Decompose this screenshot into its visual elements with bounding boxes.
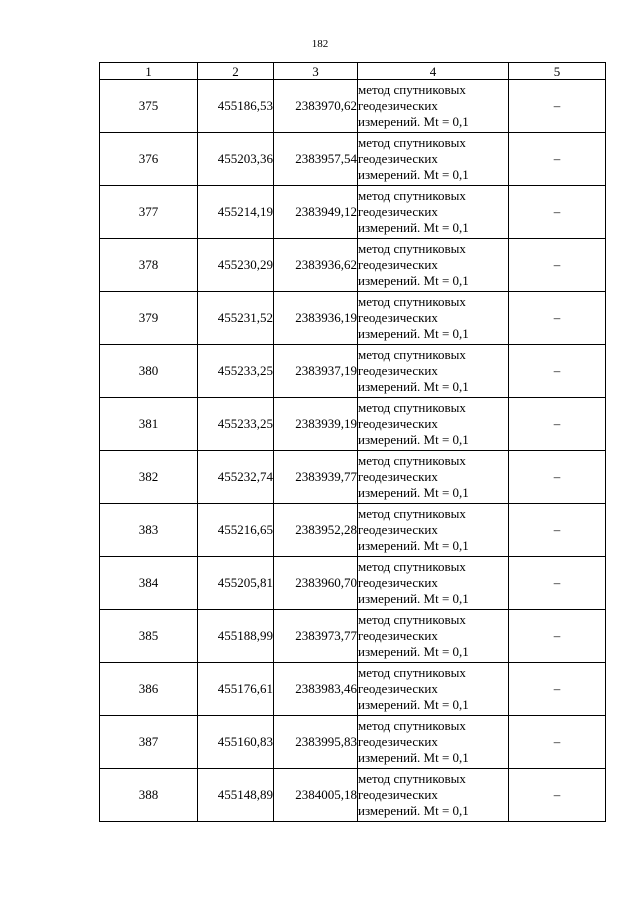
method-line: метод спутниковых bbox=[358, 135, 466, 150]
method-line: измерений. Mt = 0,1 bbox=[358, 220, 469, 235]
coordinate-y: 2383983,46 bbox=[274, 663, 358, 716]
method-description bbox=[358, 133, 509, 186]
method-line: геодезических bbox=[358, 98, 438, 113]
table-row bbox=[100, 557, 606, 610]
method-line: метод спутниковых bbox=[358, 506, 466, 521]
note-dash: – bbox=[509, 769, 606, 822]
method-line: измерений. Mt = 0,1 bbox=[358, 167, 469, 182]
table-row bbox=[100, 239, 606, 292]
note-dash: – bbox=[509, 451, 606, 504]
method-line: измерений. Mt = 0,1 bbox=[358, 591, 469, 606]
method-line: измерений. Mt = 0,1 bbox=[358, 485, 469, 500]
note-dash: – bbox=[509, 716, 606, 769]
method-line: метод спутниковых bbox=[358, 718, 466, 733]
method-line: измерений. Mt = 0,1 bbox=[358, 644, 469, 659]
note-dash: – bbox=[509, 610, 606, 663]
table-row bbox=[100, 345, 606, 398]
coordinate-y: 2383970,62 bbox=[274, 80, 358, 133]
point-number: 384 bbox=[100, 557, 198, 610]
method-line: метод спутниковых bbox=[358, 241, 466, 256]
method-line: геодезических bbox=[358, 575, 438, 590]
coordinate-y: 2383952,28 bbox=[274, 504, 358, 557]
method-description bbox=[358, 292, 509, 345]
coordinate-x: 455203,36 bbox=[198, 133, 274, 186]
table-row bbox=[100, 716, 606, 769]
coordinate-x: 455216,65 bbox=[198, 504, 274, 557]
method-line: измерений. Mt = 0,1 bbox=[358, 273, 469, 288]
coordinate-x: 455148,89 bbox=[198, 769, 274, 822]
header-col-1: 1 bbox=[100, 63, 198, 80]
point-number: 385 bbox=[100, 610, 198, 663]
note-dash: – bbox=[509, 133, 606, 186]
method-description bbox=[358, 663, 509, 716]
method-line: метод спутниковых bbox=[358, 453, 466, 468]
note-dash: – bbox=[509, 663, 606, 716]
method-line: измерений. Mt = 0,1 bbox=[358, 538, 469, 553]
method-line: метод спутниковых bbox=[358, 771, 466, 786]
point-number: 377 bbox=[100, 186, 198, 239]
point-number: 376 bbox=[100, 133, 198, 186]
table-row bbox=[100, 769, 606, 822]
method-line: геодезических bbox=[358, 204, 438, 219]
header-col-2: 2 bbox=[198, 63, 274, 80]
method-description bbox=[358, 504, 509, 557]
point-number: 379 bbox=[100, 292, 198, 345]
method-line: измерений. Mt = 0,1 bbox=[358, 379, 469, 394]
method-description bbox=[358, 610, 509, 663]
method-line: измерений. Mt = 0,1 bbox=[358, 114, 469, 129]
coordinate-y: 2383936,19 bbox=[274, 292, 358, 345]
method-line: геодезических bbox=[358, 681, 438, 696]
note-dash: – bbox=[509, 80, 606, 133]
note-dash: – bbox=[509, 398, 606, 451]
method-line: метод спутниковых bbox=[358, 665, 466, 680]
table-row bbox=[100, 504, 606, 557]
method-description bbox=[358, 769, 509, 822]
page-number: 182 bbox=[311, 38, 329, 50]
table-row bbox=[100, 186, 606, 239]
coordinate-x: 455233,25 bbox=[198, 345, 274, 398]
method-line: геодезических bbox=[358, 734, 438, 749]
method-line: геодезических bbox=[358, 787, 438, 802]
method-line: геодезических bbox=[358, 310, 438, 325]
table-row bbox=[100, 451, 606, 504]
note-dash: – bbox=[509, 557, 606, 610]
point-number: 378 bbox=[100, 239, 198, 292]
coordinate-y: 2383949,12 bbox=[274, 186, 358, 239]
method-line: измерений. Mt = 0,1 bbox=[358, 697, 469, 712]
method-description bbox=[358, 186, 509, 239]
point-number: 382 bbox=[100, 451, 198, 504]
note-dash: – bbox=[509, 504, 606, 557]
method-line: метод спутниковых bbox=[358, 559, 466, 574]
method-line: геодезических bbox=[358, 363, 438, 378]
method-line: геодезических bbox=[358, 628, 438, 643]
method-line: измерений. Mt = 0,1 bbox=[358, 432, 469, 447]
coordinate-y: 2383957,54 bbox=[274, 133, 358, 186]
table-row bbox=[100, 80, 606, 133]
method-line: метод спутниковых bbox=[358, 347, 466, 362]
coordinate-x: 455188,99 bbox=[198, 610, 274, 663]
method-description bbox=[358, 80, 509, 133]
coordinate-y: 2383973,77 bbox=[274, 610, 358, 663]
coordinate-y: 2383937,19 bbox=[274, 345, 358, 398]
coordinate-y: 2383960,70 bbox=[274, 557, 358, 610]
header-col-5: 5 bbox=[509, 63, 606, 80]
point-number: 375 bbox=[100, 80, 198, 133]
table-row bbox=[100, 663, 606, 716]
coordinate-y: 2383939,19 bbox=[274, 398, 358, 451]
coordinates-table bbox=[99, 62, 606, 822]
method-description bbox=[358, 451, 509, 504]
header-col-4: 4 bbox=[358, 63, 509, 80]
method-line: геодезических bbox=[358, 522, 438, 537]
method-line: метод спутниковых bbox=[358, 188, 466, 203]
coordinate-x: 455160,83 bbox=[198, 716, 274, 769]
method-line: метод спутниковых bbox=[358, 294, 466, 309]
coordinate-x: 455176,61 bbox=[198, 663, 274, 716]
point-number: 387 bbox=[100, 716, 198, 769]
method-description bbox=[358, 239, 509, 292]
coordinate-x: 455186,53 bbox=[198, 80, 274, 133]
header-col-3: 3 bbox=[274, 63, 358, 80]
coordinate-y: 2383939,77 bbox=[274, 451, 358, 504]
method-line: метод спутниковых bbox=[358, 612, 466, 627]
table-row bbox=[100, 398, 606, 451]
coordinate-x: 455214,19 bbox=[198, 186, 274, 239]
note-dash: – bbox=[509, 186, 606, 239]
method-line: метод спутниковых bbox=[358, 82, 466, 97]
note-dash: – bbox=[509, 239, 606, 292]
point-number: 380 bbox=[100, 345, 198, 398]
point-number: 381 bbox=[100, 398, 198, 451]
method-description bbox=[358, 345, 509, 398]
coordinate-x: 455233,25 bbox=[198, 398, 274, 451]
method-line: метод спутниковых bbox=[358, 400, 466, 415]
method-description bbox=[358, 716, 509, 769]
coordinate-y: 2383995,83 bbox=[274, 716, 358, 769]
method-line: геодезических bbox=[358, 416, 438, 431]
method-line: измерений. Mt = 0,1 bbox=[358, 750, 469, 765]
note-dash: – bbox=[509, 292, 606, 345]
method-line: измерений. Mt = 0,1 bbox=[358, 803, 469, 818]
method-line: измерений. Mt = 0,1 bbox=[358, 326, 469, 341]
coordinate-x: 455232,74 bbox=[198, 451, 274, 504]
coordinate-x: 455230,29 bbox=[198, 239, 274, 292]
table-header-row bbox=[100, 63, 606, 80]
table-body bbox=[100, 80, 606, 822]
method-line: геодезических bbox=[358, 469, 438, 484]
point-number: 383 bbox=[100, 504, 198, 557]
table-row bbox=[100, 292, 606, 345]
method-line: геодезических bbox=[358, 257, 438, 272]
coordinate-y: 2384005,18 bbox=[274, 769, 358, 822]
point-number: 386 bbox=[100, 663, 198, 716]
table-row bbox=[100, 610, 606, 663]
coordinate-y: 2383936,62 bbox=[274, 239, 358, 292]
method-description bbox=[358, 398, 509, 451]
coordinate-x: 455231,52 bbox=[198, 292, 274, 345]
method-description bbox=[358, 557, 509, 610]
coordinate-x: 455205,81 bbox=[198, 557, 274, 610]
table-row bbox=[100, 133, 606, 186]
note-dash: – bbox=[509, 345, 606, 398]
point-number: 388 bbox=[100, 769, 198, 822]
method-line: геодезических bbox=[358, 151, 438, 166]
